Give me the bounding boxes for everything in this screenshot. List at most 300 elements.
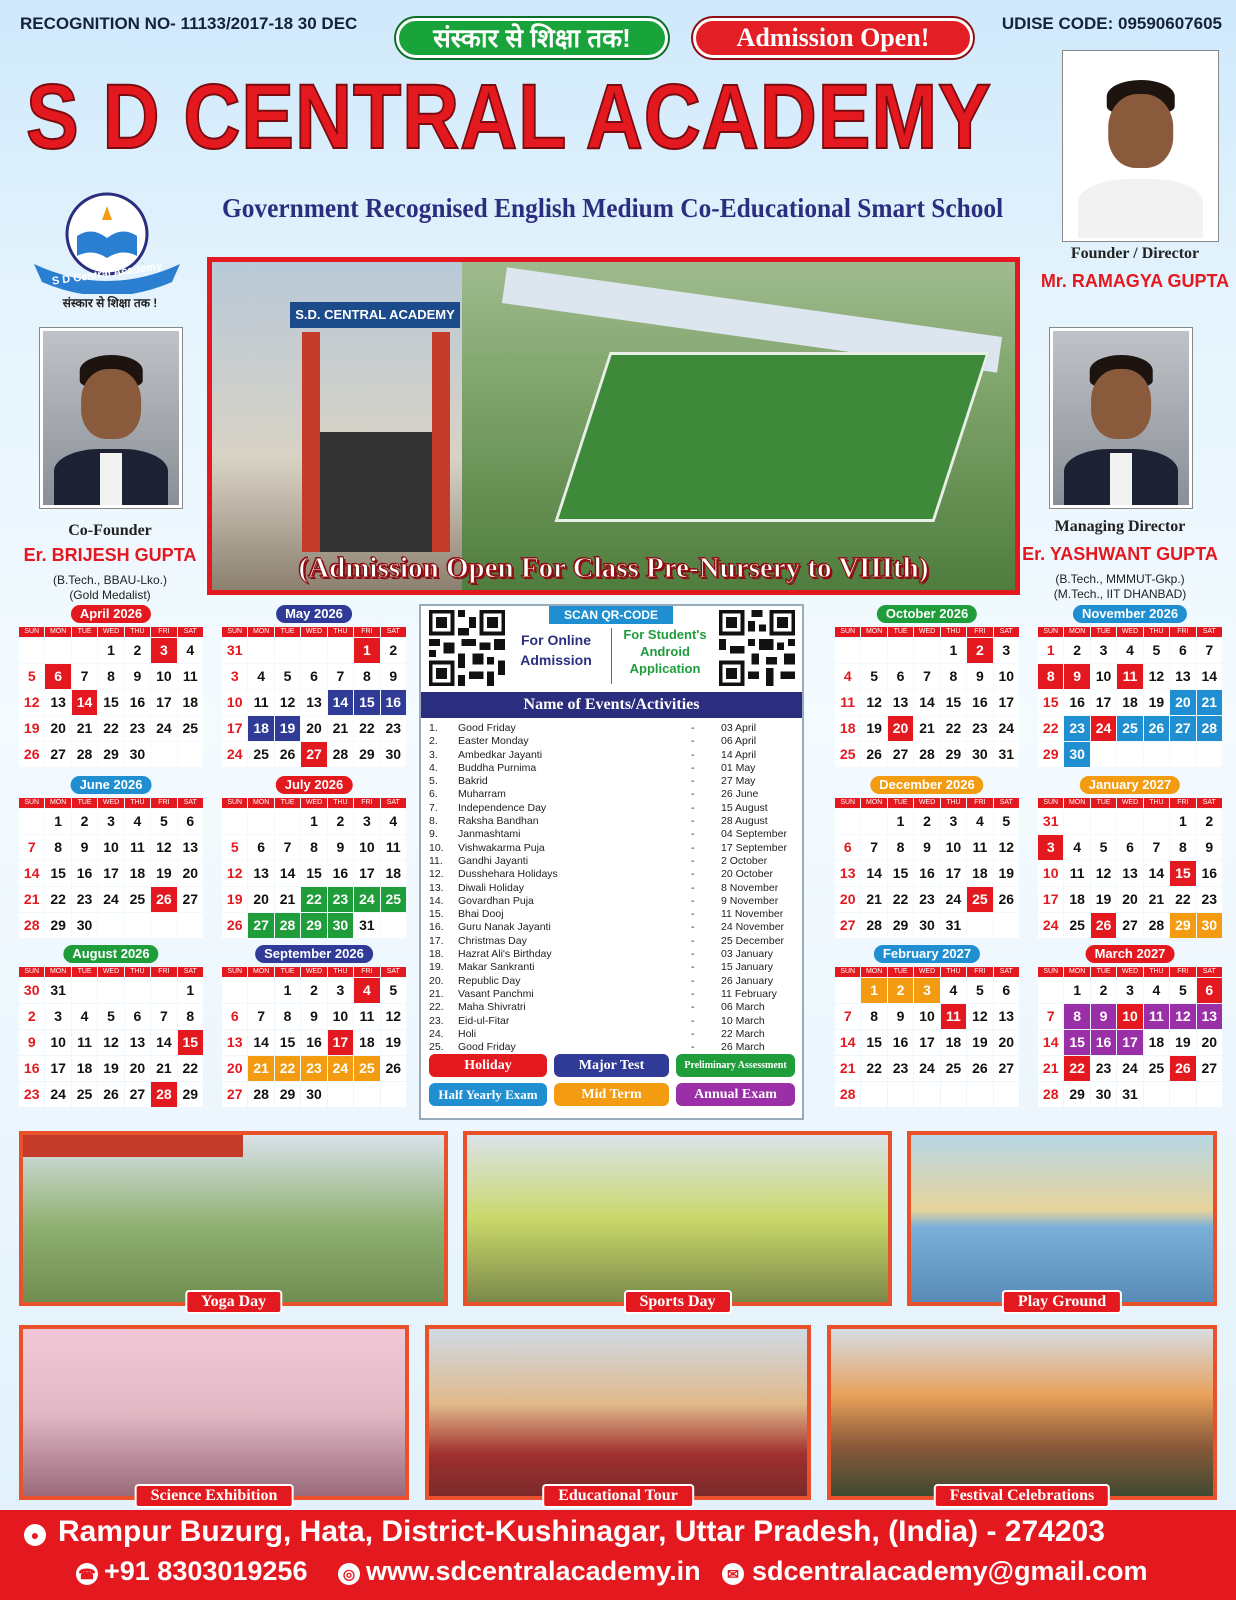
- weekday-header: SAT: [178, 967, 203, 977]
- weekday-header: THU: [328, 967, 353, 977]
- event-row: 3. Ambedkar Jayanti - 14 April: [429, 748, 757, 761]
- calendar-day: 27: [301, 742, 326, 767]
- calendar-day: 18: [1117, 690, 1142, 715]
- legend-major-test: Major Test: [554, 1054, 669, 1077]
- calendar-day: 11: [354, 1004, 379, 1029]
- event-date: 06 March: [721, 1001, 765, 1014]
- calendar-day: 13: [994, 1004, 1019, 1029]
- event-row: 4. Buddha Purnima - 01 May: [429, 761, 756, 774]
- calendar-day: 23: [125, 716, 150, 741]
- calendar-day: [1091, 742, 1116, 767]
- calendar-day: 26: [967, 1056, 992, 1081]
- calendar-day: 11: [125, 835, 150, 860]
- weekday-header: THU: [1144, 627, 1169, 637]
- events-panel: [419, 604, 804, 1120]
- event-name: Christmas Day: [458, 934, 527, 947]
- calendar-day: [967, 1082, 992, 1107]
- calendar-day: 18: [1144, 1030, 1169, 1055]
- weekday-header: THU: [328, 627, 353, 637]
- md-photo: [1050, 328, 1192, 508]
- calendar-day: 25: [835, 742, 860, 767]
- calendar-day: 18: [835, 716, 860, 741]
- weekday-header: THU: [1144, 798, 1169, 808]
- calendar-day: [1144, 742, 1169, 767]
- calendar-day: 13: [248, 861, 273, 886]
- event-row: 2. Easter Monday - 06 April: [429, 735, 757, 748]
- calendar-day: 19: [98, 1056, 123, 1081]
- month-title: March 2027: [1086, 945, 1175, 963]
- calendar-day: 25: [178, 716, 203, 741]
- calendar-day: 8: [1038, 664, 1063, 689]
- calendar-day: 20: [1170, 690, 1195, 715]
- weekday-header: THU: [125, 627, 150, 637]
- calendar-day: 13: [1197, 1004, 1222, 1029]
- calendar-day: 8: [45, 835, 70, 860]
- calendar-day: [1091, 809, 1116, 834]
- weekday-header: FRI: [1170, 798, 1195, 808]
- phone-icon: ☎: [76, 1563, 98, 1585]
- event-number: 11.: [429, 854, 443, 867]
- calendar-day: 23: [19, 1082, 44, 1107]
- calendar-day: 5: [994, 809, 1019, 834]
- calendar-day: 31: [941, 913, 966, 938]
- calendar-day: 15: [45, 861, 70, 886]
- calendar-day: 13: [888, 690, 913, 715]
- calendar-day: 8: [861, 1004, 886, 1029]
- calendar-day: 1: [1064, 978, 1089, 1003]
- calendar-day: 19: [275, 716, 300, 741]
- calendar-day: 13: [1117, 861, 1142, 886]
- event-number: 21.: [429, 987, 444, 1000]
- calendar-day: 15: [301, 861, 326, 886]
- calendar-day: 19: [1144, 690, 1169, 715]
- calendar-day: 9: [914, 835, 939, 860]
- calendar-day: 31: [1038, 809, 1063, 834]
- calendar-day: 12: [151, 835, 176, 860]
- calendar-day: 15: [98, 690, 123, 715]
- event-number: 4.: [429, 761, 438, 774]
- event-number: 20.: [429, 974, 444, 987]
- calendar-day: 23: [967, 716, 992, 741]
- weekday-header: SAT: [1197, 967, 1222, 977]
- event-number: 23.: [429, 1014, 444, 1027]
- event-number: 7.: [429, 801, 438, 814]
- calendar-day: 6: [125, 1004, 150, 1029]
- event-date: 25 December: [721, 934, 785, 947]
- month-title: May 2026: [276, 605, 352, 623]
- weekday-header: FRI: [151, 798, 176, 808]
- calendar-day: 9: [381, 664, 406, 689]
- gallery-sports-day: [463, 1131, 892, 1310]
- calendar-day: [98, 913, 123, 938]
- event-number: 17.: [429, 934, 444, 947]
- calendar-day: 27: [1117, 913, 1142, 938]
- calendar-day: 20: [888, 716, 913, 741]
- event-number: 19.: [429, 961, 444, 974]
- event-number: 3.: [429, 748, 438, 761]
- event-date: 03 January: [721, 948, 773, 961]
- hindi-tagline-pill: संस्कार से शिक्षा तक!: [396, 18, 668, 58]
- calendar-day: 15: [178, 1030, 203, 1055]
- calendar-day: 4: [72, 1004, 97, 1029]
- calendar-day: 18: [178, 690, 203, 715]
- event-number: 25.: [429, 1041, 444, 1054]
- website-link[interactable]: www.sdcentralacademy.in: [366, 1556, 701, 1586]
- event-row: 15. Bhai Dooj - 11 November: [429, 908, 784, 921]
- calendar-day: 20: [45, 716, 70, 741]
- calendar-day: 9: [888, 1004, 913, 1029]
- calendar-day: 12: [222, 861, 247, 886]
- weekday-header: TUE: [888, 627, 913, 637]
- event-number: 13.: [429, 881, 444, 894]
- calendar-day: 8: [301, 835, 326, 860]
- calendar-day: 6: [1170, 638, 1195, 663]
- event-number: 5.: [429, 775, 438, 788]
- calendar-day: [1038, 978, 1063, 1003]
- weekday-header: FRI: [151, 967, 176, 977]
- event-row: 7. Independence Day - 15 August: [429, 801, 768, 814]
- gallery-play-ground: [907, 1131, 1217, 1310]
- weekday-header: WED: [301, 798, 326, 808]
- calendar-day: [941, 1082, 966, 1107]
- calendar-day: 29: [1170, 913, 1195, 938]
- calendar-day: [178, 742, 203, 767]
- md-role: Managing Director: [1054, 518, 1186, 535]
- calendar-day: 7: [1197, 638, 1222, 663]
- event-date: 22 March: [721, 1027, 765, 1040]
- gallery-educational-tour: [425, 1325, 811, 1504]
- event-name: Janmashtami: [458, 828, 521, 841]
- calendar-day: 7: [151, 1004, 176, 1029]
- calendar-day: 7: [1038, 1004, 1063, 1029]
- calendar-day: 27: [835, 913, 860, 938]
- calendar-day: 17: [994, 690, 1019, 715]
- calendar-day: 2: [328, 809, 353, 834]
- weekday-header: FRI: [967, 627, 992, 637]
- calendar-day: 2: [72, 809, 97, 834]
- calendar-day: 21: [914, 716, 939, 741]
- calendar-day: 7: [275, 835, 300, 860]
- calendar-day: [835, 638, 860, 663]
- calendar-day: 1: [354, 638, 379, 663]
- calendar-day: [248, 809, 273, 834]
- calendar-day: 14: [248, 1030, 273, 1055]
- calendar-day: 2: [1091, 978, 1116, 1003]
- calendar-day: 10: [941, 835, 966, 860]
- event-row: 8. Raksha Bandhan - 28 August: [429, 815, 768, 828]
- weekday-header: SAT: [381, 967, 406, 977]
- event-name: Independence Day: [458, 801, 547, 814]
- weekday-header: WED: [914, 798, 939, 808]
- calendar-day: 20: [178, 861, 203, 886]
- legend-holiday: Holiday: [429, 1054, 547, 1077]
- calendar-day: 12: [1144, 664, 1169, 689]
- weekday-header: SUN: [1038, 967, 1063, 977]
- calendar-day: 24: [1038, 913, 1063, 938]
- calendar-day: 10: [1117, 1004, 1142, 1029]
- calendar-day: 22: [301, 887, 326, 912]
- legend-preliminary-assessment: Preliminary Assessment: [676, 1054, 795, 1077]
- calendar-day: 23: [328, 887, 353, 912]
- calendar-day: 7: [861, 835, 886, 860]
- calendar-day: 14: [72, 690, 97, 715]
- calendar-day: 28: [248, 1082, 273, 1107]
- calendar-day: 17: [45, 1056, 70, 1081]
- calendar-day: 21: [328, 716, 353, 741]
- calendar-day: 27: [1197, 1056, 1222, 1081]
- calendar-day: 30: [1064, 742, 1089, 767]
- phone-number[interactable]: +91 8303019256: [104, 1556, 308, 1586]
- cofounder-award: (Gold Medalist): [69, 588, 151, 602]
- calendar-day: 18: [125, 861, 150, 886]
- event-row: 17. Christmas Day - 25 December: [429, 934, 785, 947]
- calendar-day: [72, 638, 97, 663]
- calendar-day: 26: [222, 913, 247, 938]
- calendar-day: [914, 638, 939, 663]
- event-number: 15.: [429, 908, 444, 921]
- event-number: 8.: [429, 815, 438, 828]
- calendar-day: [967, 913, 992, 938]
- calendar-day: 14: [835, 1030, 860, 1055]
- calendar-day: 18: [941, 1030, 966, 1055]
- legend-mid-term: Mid Term: [554, 1083, 669, 1106]
- calendar-day: 11: [1117, 664, 1142, 689]
- calendar-day: 16: [1064, 690, 1089, 715]
- event-number: 14.: [429, 894, 444, 907]
- calendar-day: 9: [72, 835, 97, 860]
- weekday-header: FRI: [967, 967, 992, 977]
- calendar-day: [248, 638, 273, 663]
- weekday-header: SUN: [1038, 798, 1063, 808]
- event-date: 26 January: [721, 974, 773, 987]
- event-date: 24 November: [721, 921, 785, 934]
- event-name: Eid-ul-Fitar: [458, 1014, 510, 1027]
- calendar-day: 26: [994, 887, 1019, 912]
- calendar-day: 14: [914, 690, 939, 715]
- weekday-header: TUE: [72, 967, 97, 977]
- weekday-header: THU: [125, 967, 150, 977]
- calendar-day: 24: [222, 742, 247, 767]
- calendar-day: 29: [941, 742, 966, 767]
- calendar-day: 27: [45, 742, 70, 767]
- calendar-day: 25: [1144, 1056, 1169, 1081]
- event-name: Gandhi Jayanti: [458, 854, 529, 867]
- calendar-day: 29: [98, 742, 123, 767]
- calendar-day: 11: [967, 835, 992, 860]
- month-title: February 2027: [874, 945, 980, 963]
- calendar-day: 27: [1170, 716, 1195, 741]
- calendar-day: 12: [861, 690, 886, 715]
- calendar-day: 2: [967, 638, 992, 663]
- calendar-day: 10: [914, 1004, 939, 1029]
- calendar-day: 14: [1197, 664, 1222, 689]
- calendar-day: 8: [888, 835, 913, 860]
- calendar-day: 3: [941, 809, 966, 834]
- weekday-header: SUN: [19, 627, 44, 637]
- calendar-day: [1117, 809, 1142, 834]
- calendar-day: 1: [1170, 809, 1195, 834]
- calendar-day: 30: [301, 1082, 326, 1107]
- calendar-day: 27: [125, 1082, 150, 1107]
- event-date: 10 March: [721, 1014, 765, 1027]
- calendar-day: 3: [994, 638, 1019, 663]
- calendar-day: 21: [19, 887, 44, 912]
- event-row: 5. Bakrid - 27 May: [429, 775, 756, 788]
- month-title: October 2026: [877, 605, 977, 623]
- calendar-day: [861, 809, 886, 834]
- calendar-day: [1064, 809, 1089, 834]
- events-list: [429, 722, 794, 1054]
- email-link[interactable]: sdcentralacademy@gmail.com: [752, 1556, 1148, 1586]
- calendar-day: 3: [45, 1004, 70, 1029]
- calendar-day: 16: [125, 690, 150, 715]
- calendar-day: [1170, 742, 1195, 767]
- event-row: 11. Gandhi Jayanti - 2 October: [429, 854, 768, 867]
- school-subtitle: Government Recognised English Medium Co-Educational Smart School: [222, 193, 1004, 223]
- event-name: Maha Shivratri: [458, 1001, 526, 1014]
- event-row: 18. Hazrat Ali's Birthday - 03 January: [429, 948, 773, 961]
- calendar-day: 15: [354, 690, 379, 715]
- weekday-header: MON: [248, 798, 273, 808]
- logo-text: S D Central Academy: [51, 260, 163, 288]
- weekday-header: MON: [45, 627, 70, 637]
- calendar-day: 22: [45, 887, 70, 912]
- calendar-day: 17: [941, 861, 966, 886]
- calendar-day: [994, 1082, 1019, 1107]
- calendar-day: 4: [381, 809, 406, 834]
- calendar-day: 18: [381, 861, 406, 886]
- calendar-day: 2: [1197, 809, 1222, 834]
- calendar-day: 14: [861, 861, 886, 886]
- calendar-day: 24: [914, 1056, 939, 1081]
- calendar-day: 21: [275, 887, 300, 912]
- calendar-day: [125, 978, 150, 1003]
- location-pin-icon: ●: [24, 1524, 46, 1546]
- calendar-day: 7: [1144, 835, 1169, 860]
- calendar-day: 26: [1144, 716, 1169, 741]
- weekday-header: MON: [1064, 967, 1089, 977]
- calendar-day: 22: [1170, 887, 1195, 912]
- calendar-day: 21: [151, 1056, 176, 1081]
- calendar-day: 19: [222, 887, 247, 912]
- calendar-day: [248, 978, 273, 1003]
- calendar-day: 3: [151, 638, 176, 663]
- cofounder-role: Co-Founder: [68, 522, 152, 539]
- calendar-day: 25: [967, 887, 992, 912]
- calendar-day: 11: [1064, 861, 1089, 886]
- calendar-day: 4: [835, 664, 860, 689]
- calendar-day: 5: [967, 978, 992, 1003]
- calendar-day: 20: [222, 1056, 247, 1081]
- event-row: 24. Holi - 22 March: [429, 1027, 765, 1040]
- calendar-day: 6: [178, 809, 203, 834]
- weekday-header: WED: [1117, 967, 1142, 977]
- calendar-day: 29: [178, 1082, 203, 1107]
- event-row: 25. Good Friday - 26 March: [429, 1041, 765, 1054]
- event-name: Buddha Purnima: [458, 761, 537, 774]
- calendar-day: [98, 978, 123, 1003]
- recognition-number: RECOGNITION NO- 11133/2017-18 30 DEC: [20, 14, 358, 33]
- calendar-day: 3: [914, 978, 939, 1003]
- calendar-day: 15: [888, 861, 913, 886]
- weekday-header: FRI: [1170, 627, 1195, 637]
- app-qr-code[interactable]: [719, 610, 795, 686]
- calendar-day: 27: [248, 913, 273, 938]
- weekday-header: WED: [1117, 627, 1142, 637]
- calendar-day: 2: [381, 638, 406, 663]
- calendar-day: 1: [275, 978, 300, 1003]
- event-date: 2 October: [721, 854, 768, 867]
- calendar-day: 26: [19, 742, 44, 767]
- weekday-header: MON: [861, 967, 886, 977]
- calendar-day: [178, 913, 203, 938]
- weekday-header: THU: [328, 798, 353, 808]
- calendar-day: 5: [1170, 978, 1195, 1003]
- calendar-day: 6: [248, 835, 273, 860]
- calendar-day: [19, 638, 44, 663]
- calendar-day: 26: [151, 887, 176, 912]
- calendar-day: 14: [275, 861, 300, 886]
- calendar-day: 9: [1091, 1004, 1116, 1029]
- calendar-day: 11: [381, 835, 406, 860]
- calendar-day: 28: [72, 742, 97, 767]
- calendar-day: 6: [1197, 978, 1222, 1003]
- calendar-day: 16: [328, 861, 353, 886]
- calendar-day: 28: [151, 1082, 176, 1107]
- calendar-day: 12: [98, 1030, 123, 1055]
- calendar-day: 22: [178, 1056, 203, 1081]
- legend-half-yearly-exam: Half Yearly Exam: [429, 1083, 547, 1106]
- calendar-day: 11: [941, 1004, 966, 1029]
- weekday-header: WED: [301, 967, 326, 977]
- admission-qr-code[interactable]: [429, 610, 505, 686]
- event-row: 16. Guru Nanak Jayanti - 24 November: [429, 921, 785, 934]
- calendar-day: 5: [381, 978, 406, 1003]
- gallery-caption: Educational Tour: [542, 1484, 694, 1508]
- calendar-day: 16: [19, 1056, 44, 1081]
- weekday-header: MON: [248, 967, 273, 977]
- calendar-day: 30: [328, 913, 353, 938]
- weekday-header: FRI: [151, 627, 176, 637]
- calendar-day: 23: [1197, 887, 1222, 912]
- event-name: Dusshehara Holidays: [458, 868, 558, 881]
- calendar-day: 5: [222, 835, 247, 860]
- calendar-day: 9: [1197, 835, 1222, 860]
- calendar-day: 26: [1091, 913, 1116, 938]
- weekday-header: SAT: [178, 627, 203, 637]
- gallery-caption: Yoga Day: [185, 1290, 282, 1314]
- calendar-day: 26: [1170, 1056, 1195, 1081]
- android-app-label: For Student's Android Application: [623, 627, 707, 676]
- weekday-header: TUE: [888, 798, 913, 808]
- weekday-header: SAT: [381, 798, 406, 808]
- campus-photo-banner: [207, 257, 1020, 595]
- calendar-day: 8: [178, 1004, 203, 1029]
- calendar-day: 9: [328, 835, 353, 860]
- event-number: 6.: [429, 788, 438, 801]
- calendar-day: 13: [178, 835, 203, 860]
- calendar-day: 11: [178, 664, 203, 689]
- event-number: 16.: [429, 921, 444, 934]
- calendar-day: 18: [354, 1030, 379, 1055]
- calendar-day: [861, 1082, 886, 1107]
- calendar-day: 4: [248, 664, 273, 689]
- calendar-day: 1: [178, 978, 203, 1003]
- event-row: 23. Eid-ul-Fitar - 10 March: [429, 1014, 765, 1027]
- weekday-header: SAT: [994, 967, 1019, 977]
- event-row: 13. Diwali Holiday - 8 November: [429, 881, 779, 894]
- event-name: Bakrid: [458, 775, 488, 788]
